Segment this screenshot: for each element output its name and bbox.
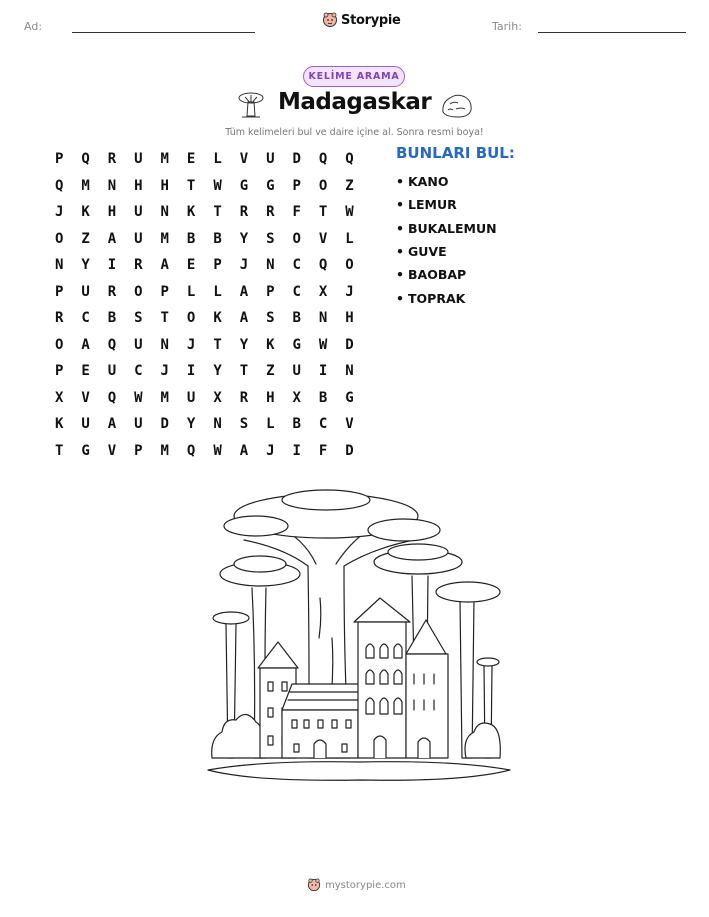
- grid-cell[interactable]: D: [160, 416, 169, 432]
- grid-cell[interactable]: O: [54, 230, 64, 247]
- grid-cell[interactable]: G: [292, 336, 301, 353]
- grid-cell[interactable]: M: [160, 389, 169, 406]
- grid-cell[interactable]: F: [318, 442, 328, 459]
- grid-cell[interactable]: V: [345, 416, 354, 432]
- grid-cell[interactable]: B: [213, 230, 222, 247]
- coloring-illustration[interactable]: [204, 488, 516, 786]
- grid-row: [46, 332, 363, 359]
- rock-icon: [440, 92, 474, 120]
- grid-cell[interactable]: J: [239, 257, 249, 273]
- grid-cell[interactable]: B: [292, 310, 301, 326]
- grid-cell[interactable]: M: [81, 177, 90, 194]
- grid-cell[interactable]: S: [239, 416, 249, 432]
- grid-cell[interactable]: S: [266, 230, 275, 247]
- grid-cell[interactable]: H: [134, 177, 143, 194]
- grid-cell[interactable]: N: [160, 204, 169, 220]
- brand-name: Storypie: [341, 12, 401, 28]
- grid-cell[interactable]: A: [107, 416, 117, 432]
- grid-cell[interactable]: Q: [186, 442, 196, 459]
- grid-cell[interactable]: P: [213, 257, 222, 273]
- grid-cell[interactable]: L: [266, 416, 275, 432]
- grid-cell[interactable]: N: [213, 416, 222, 432]
- grid-cell[interactable]: Y: [213, 363, 222, 379]
- grid-cell[interactable]: T: [213, 204, 222, 220]
- grid-cell[interactable]: P: [54, 151, 64, 167]
- grid-cell[interactable]: O: [345, 257, 354, 273]
- grid-cell[interactable]: U: [134, 151, 143, 167]
- grid-cell[interactable]: M: [160, 230, 169, 247]
- grid-row: [46, 279, 363, 306]
- word-list-title: BUNLARI BUL:: [396, 144, 515, 162]
- grid-row: [46, 411, 363, 438]
- grid-cell[interactable]: U: [81, 283, 90, 300]
- word-list-item: [396, 263, 497, 286]
- grid-cell[interactable]: E: [81, 363, 90, 379]
- name-label: Ad:: [24, 20, 43, 33]
- grid-cell[interactable]: W: [345, 204, 354, 220]
- grid-cell[interactable]: J: [186, 336, 196, 353]
- grid-cell[interactable]: U: [134, 230, 143, 247]
- grid-cell[interactable]: V: [107, 442, 117, 459]
- name-line[interactable]: [72, 32, 255, 33]
- grid-cell[interactable]: Q: [318, 257, 328, 273]
- grid-cell[interactable]: R: [54, 310, 64, 326]
- grid-cell[interactable]: F: [292, 204, 301, 220]
- grid-cell[interactable]: B: [186, 230, 196, 247]
- grid-cell[interactable]: U: [134, 204, 143, 220]
- grid-cell[interactable]: I: [292, 442, 301, 459]
- grid-cell[interactable]: G: [266, 177, 275, 194]
- word-list-item: [396, 193, 497, 216]
- grid-cell[interactable]: A: [239, 442, 249, 459]
- grid-cell[interactable]: E: [186, 151, 196, 167]
- grid-cell[interactable]: H: [107, 204, 117, 220]
- grid-cell[interactable]: E: [186, 257, 196, 273]
- grid-cell[interactable]: R: [266, 204, 275, 220]
- grid-cell[interactable]: K: [81, 204, 90, 220]
- grid-cell[interactable]: L: [345, 230, 354, 247]
- grid-cell[interactable]: R: [239, 389, 249, 406]
- bullet: •: [396, 197, 404, 213]
- storypie-mascot-icon: [322, 12, 338, 28]
- grid-cell[interactable]: P: [134, 442, 143, 459]
- word-text: BUKALEMUN: [408, 220, 497, 236]
- grid-cell[interactable]: W: [213, 177, 222, 194]
- grid-cell[interactable]: R: [134, 257, 143, 273]
- grid-cell[interactable]: N: [345, 363, 354, 379]
- grid-cell[interactable]: O: [134, 283, 143, 300]
- grid-cell[interactable]: T: [54, 442, 64, 459]
- grid-cell[interactable]: M: [160, 151, 169, 167]
- grid-cell[interactable]: J: [266, 442, 275, 459]
- grid-cell[interactable]: Z: [345, 177, 354, 194]
- grid-cell[interactable]: J: [160, 363, 169, 379]
- grid-cell[interactable]: U: [186, 389, 196, 406]
- grid-cell[interactable]: K: [54, 416, 64, 432]
- word-text: LEMUR: [408, 197, 457, 213]
- brand: [322, 12, 401, 28]
- grid-cell[interactable]: H: [345, 310, 354, 326]
- footer: [307, 878, 406, 892]
- page-title: Madagaskar: [278, 89, 432, 115]
- grid-cell[interactable]: J: [345, 283, 354, 300]
- grid-cell[interactable]: P: [54, 283, 64, 300]
- grid-cell[interactable]: W: [318, 336, 328, 353]
- grid-cell[interactable]: U: [81, 416, 90, 432]
- word-text: KANO: [408, 174, 449, 190]
- grid-cell[interactable]: O: [292, 230, 301, 247]
- grid-cell[interactable]: C: [134, 363, 143, 379]
- instructions: Tüm kelimeleri bul ve daire içine al. Sonra resmi boya!: [225, 127, 484, 138]
- grid-cell[interactable]: W: [213, 442, 222, 459]
- word-text: GUVE: [408, 244, 447, 260]
- grid-cell[interactable]: S: [266, 310, 275, 326]
- grid-cell[interactable]: H: [266, 389, 275, 406]
- grid-row: [46, 173, 363, 200]
- grid-cell[interactable]: Y: [239, 336, 249, 353]
- grid-cell[interactable]: T: [318, 204, 328, 220]
- grid-cell[interactable]: L: [213, 283, 222, 300]
- grid-row: [46, 385, 363, 412]
- grid-cell[interactable]: T: [213, 336, 222, 353]
- grid-cell[interactable]: A: [239, 310, 249, 326]
- grid-cell[interactable]: P: [54, 363, 64, 379]
- grid-cell[interactable]: C: [292, 257, 301, 273]
- word-text: BAOBAP: [408, 267, 467, 283]
- grid-cell[interactable]: B: [318, 389, 328, 406]
- grid-cell[interactable]: J: [54, 204, 64, 220]
- bullet: •: [396, 290, 404, 306]
- grid-cell[interactable]: I: [318, 363, 328, 379]
- bullet: •: [396, 220, 404, 236]
- grid-cell[interactable]: U: [292, 363, 301, 379]
- grid-cell[interactable]: K: [266, 336, 275, 353]
- grid-cell[interactable]: Q: [107, 336, 117, 353]
- grid-cell[interactable]: V: [81, 389, 90, 406]
- grid-cell[interactable]: M: [160, 442, 169, 459]
- grid-cell[interactable]: G: [239, 177, 249, 194]
- grid-row: [46, 438, 363, 465]
- grid-cell[interactable]: T: [160, 310, 169, 326]
- grid-cell[interactable]: R: [107, 151, 117, 167]
- grid-row: [46, 252, 363, 279]
- grid-cell[interactable]: Q: [54, 177, 64, 194]
- grid-cell[interactable]: A: [160, 257, 169, 273]
- grid-cell[interactable]: N: [266, 257, 275, 273]
- grid-cell[interactable]: Z: [266, 363, 275, 379]
- grid-cell[interactable]: N: [54, 257, 64, 273]
- grid-cell[interactable]: Q: [345, 151, 354, 167]
- grid-cell[interactable]: C: [81, 310, 90, 326]
- baobab-tree-icon: [236, 90, 266, 120]
- grid-cell[interactable]: K: [213, 310, 222, 326]
- grid-cell[interactable]: Z: [81, 230, 90, 247]
- grid-cell[interactable]: X: [318, 283, 328, 300]
- word-search-grid[interactable]: [46, 146, 363, 464]
- grid-cell[interactable]: Q: [107, 389, 117, 406]
- grid-cell[interactable]: D: [345, 442, 354, 459]
- grid-cell[interactable]: K: [186, 204, 196, 220]
- grid-cell[interactable]: Y: [81, 257, 90, 273]
- grid-cell[interactable]: U: [266, 151, 275, 167]
- grid-cell[interactable]: H: [160, 177, 169, 194]
- grid-cell[interactable]: G: [81, 442, 90, 459]
- grid-cell[interactable]: G: [345, 389, 354, 406]
- grid-cell[interactable]: A: [81, 336, 90, 353]
- grid-cell[interactable]: U: [107, 363, 117, 379]
- grid-cell[interactable]: D: [292, 151, 301, 167]
- grid-cell[interactable]: R: [107, 283, 117, 300]
- word-list-item: [396, 217, 497, 240]
- grid-cell[interactable]: U: [134, 336, 143, 353]
- grid-cell[interactable]: D: [345, 336, 354, 353]
- grid-cell[interactable]: L: [186, 283, 196, 300]
- grid-cell[interactable]: V: [318, 230, 328, 247]
- grid-cell[interactable]: Y: [186, 416, 196, 432]
- grid-cell[interactable]: B: [292, 416, 301, 432]
- grid-cell[interactable]: T: [239, 363, 249, 379]
- grid-cell[interactable]: I: [186, 363, 196, 379]
- grid-cell[interactable]: P: [160, 283, 169, 300]
- date-label: Tarih:: [492, 20, 522, 33]
- bullet: •: [396, 174, 404, 190]
- grid-cell[interactable]: N: [160, 336, 169, 353]
- grid-cell[interactable]: O: [318, 177, 328, 194]
- grid-cell[interactable]: O: [186, 310, 196, 326]
- grid-cell[interactable]: P: [292, 177, 301, 194]
- grid-cell[interactable]: U: [134, 416, 143, 432]
- grid-cell[interactable]: C: [292, 283, 301, 300]
- grid-cell[interactable]: Q: [318, 151, 328, 167]
- bullet: •: [396, 267, 404, 283]
- grid-cell[interactable]: I: [107, 257, 117, 273]
- grid-cell[interactable]: B: [107, 310, 117, 326]
- grid-cell[interactable]: W: [134, 389, 143, 406]
- category-badge: KELİME ARAMA: [303, 66, 405, 87]
- grid-cell[interactable]: S: [134, 310, 143, 326]
- grid-row: [46, 146, 363, 173]
- grid-cell[interactable]: P: [266, 283, 275, 300]
- grid-cell[interactable]: T: [186, 177, 196, 194]
- grid-row: [46, 305, 363, 332]
- grid-cell[interactable]: C: [318, 416, 328, 432]
- grid-cell[interactable]: R: [239, 204, 249, 220]
- footer-url[interactable]: mystorypie.com: [325, 879, 406, 891]
- grid-row: [46, 358, 363, 385]
- grid-cell[interactable]: N: [107, 177, 117, 194]
- grid-cell[interactable]: V: [239, 151, 249, 167]
- word-list-item: [396, 170, 497, 193]
- word-list-item: [396, 286, 497, 309]
- date-line[interactable]: [538, 32, 686, 33]
- grid-cell[interactable]: Y: [239, 230, 249, 247]
- grid-cell[interactable]: X: [213, 389, 222, 406]
- word-text: TOPRAK: [408, 290, 466, 306]
- grid-row: [46, 226, 363, 253]
- grid-cell[interactable]: A: [239, 283, 249, 300]
- bullet: •: [396, 244, 404, 260]
- grid-row: [46, 199, 363, 226]
- grid-cell[interactable]: X: [54, 389, 64, 406]
- grid-cell[interactable]: Q: [81, 151, 90, 167]
- grid-cell[interactable]: L: [213, 151, 222, 167]
- grid-cell[interactable]: O: [54, 336, 64, 353]
- word-list: [396, 170, 497, 310]
- grid-cell[interactable]: N: [318, 310, 328, 326]
- storypie-mascot-icon: [307, 878, 321, 892]
- grid-cell[interactable]: X: [292, 389, 301, 406]
- word-list-item: [396, 240, 497, 263]
- grid-cell[interactable]: A: [107, 230, 117, 247]
